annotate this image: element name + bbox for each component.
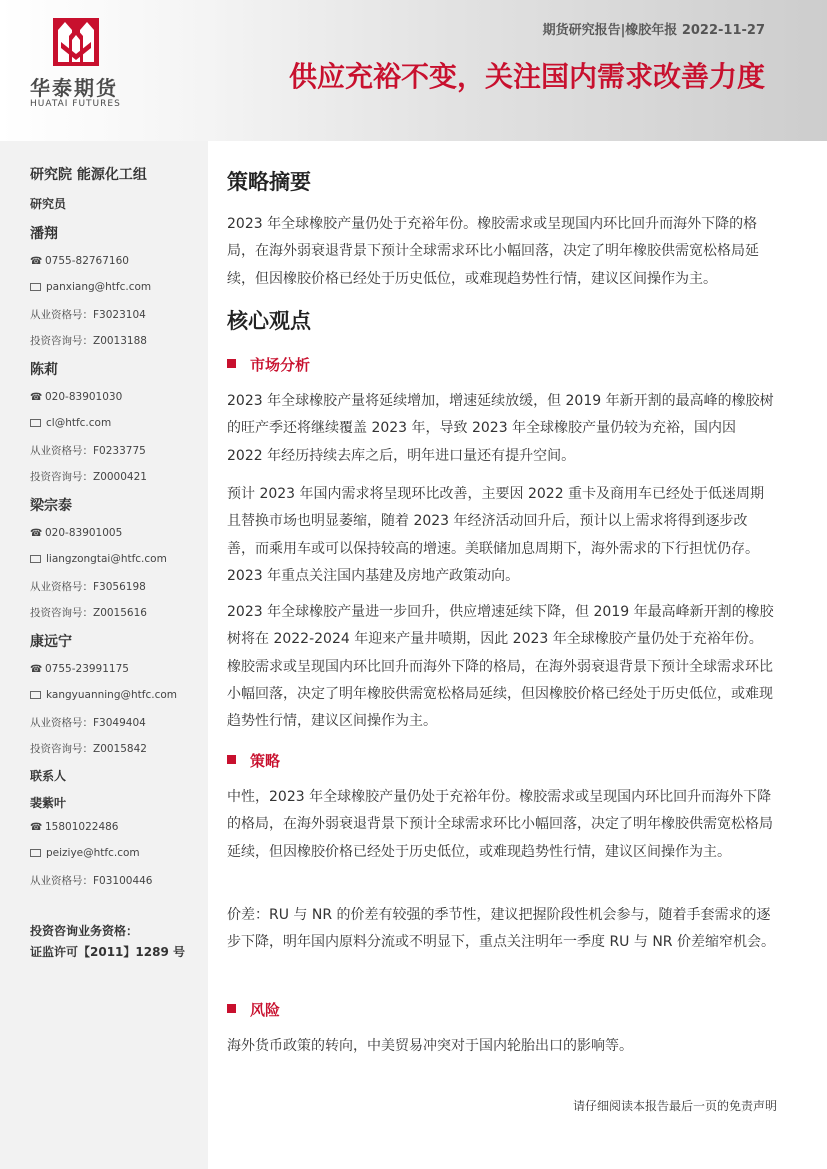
contact-qualification: 从业资格号：F03100446 [30,875,153,887]
market-paragraph: 预计 2023 年国内需求将呈现环比改善，主要因 2022 重卡及商用车已经处于低迷周期且替换市场也明显萎缩，随着 2023 年经济活动回升后，预计以上需求将得到逐步改善，而乘用车或可以保持较高的增速。美联储加息周期下，海外需求的下行担忧仍存。2023 年重点关注国内基建及房地产政策动向。 [227,486,765,584]
report-title: 供应充裕不变，关注国内需求改善力度 [288,60,765,93]
summary-paragraph: 2023 年全球橡胶产量仍处于充裕年份。橡胶需求或呈现国内环比回升而海外下降的格局，在海外弱衰退背景下预计全球需求环比小幅回落，决定了明年橡胶供需宽松格局延续，但因橡胶价格已经处于历史低位，或难现趋势性行情，建议区间操作为主。 [227,216,759,287]
market-analysis-heading: 市场分析 [227,354,310,375]
huatai-logo-icon [53,18,99,66]
analyst-name: 潘翔 [30,226,58,242]
report-header [0,0,827,141]
department-label: 研究院 能源化工组 [30,167,147,183]
contact-name: 裴紫叶 [30,796,67,810]
analyst-name: 康远宁 [30,634,72,650]
market-paragraph: 2023 年全球橡胶产量将延续增加，增速延续放缓，但 2019 年新开割的最高峰的橡胶树的旺产季还将继续覆盖 2023 年，导致 2023 年全球橡胶产量仍较为充裕，国内因 2022 年经历持续去库之后，明年进口量还有提升空间。 [227,393,774,464]
analyst-email[interactable]: liangzongtai@htfc.com [30,553,167,565]
logo-english-text: HUATAI FUTURES [30,99,121,109]
report-meta: 期货研究报告|橡胶年报 2022-11-27 [542,23,765,38]
analyst-email[interactable]: panxiang@htfc.com [30,281,151,293]
spread-paragraph: 价差：RU 与 NR 的价差有较强的季节性，建议把握阶段性机会参与，随着手套需求的逐步下降，明年国内原料分流或不明显下，重点关注明年一季度 RU 与 NR 价差缩窄机会。 [227,907,775,951]
analyst-phone: ☎ 0755-82767160 [30,255,129,267]
summary-heading: 策略摘要 [227,170,311,194]
red-square-bullet-icon [227,755,236,764]
mail-icon [30,691,41,699]
contact-email[interactable]: peiziye@htfc.com [30,847,140,859]
phone-icon: ☎ [30,822,43,833]
core-view-heading: 核心观点 [227,309,311,333]
license-label: 投资咨询业务资格： [30,924,139,938]
analyst-name: 陈莉 [30,362,58,378]
strategy-paragraph: 中性，2023 年全球橡胶产量仍处于充裕年份。橡胶需求或呈现国内环比回升而海外下降的格局，在海外弱衰退背景下预计全球需求环比小幅回落，决定了明年橡胶供需宽松格局延续，但因橡胶价格已经处于历史低位，或难现趋势性行情，建议区间操作为主。 [227,789,773,860]
analyst-email[interactable]: kangyuanning@htfc.com [30,689,177,701]
analyst-qualification: 从业资格号：F0233775 [30,445,146,457]
license-number: 证监许可【2011】1289 号 [30,945,185,959]
red-square-bullet-icon [227,1004,236,1013]
contact-phone: ☎ 15801022486 [30,821,119,833]
mail-icon [30,419,41,427]
contact-label: 联系人 [30,769,67,783]
mail-icon [30,555,41,563]
analyst-qualification: 从业资格号：F3056198 [30,581,146,593]
author-sidebar [0,141,208,1169]
analyst-phone: ☎ 0755-23991175 [30,663,129,675]
researcher-role-label: 研究员 [30,197,67,211]
mail-icon [30,849,41,857]
analyst-name: 梁宗泰 [30,498,72,514]
analyst-qualification: 从业资格号：F3049404 [30,717,146,729]
analyst-consult-number: 投资咨询号：Z0000421 [30,471,147,483]
red-square-bullet-icon [227,359,236,368]
analyst-email[interactable]: cl@htfc.com [30,417,111,429]
phone-icon: ☎ [30,392,43,403]
logo-chinese-text: 华泰期货 [30,76,118,100]
disclaimer-note: 请仔细阅读本报告最后一页的免责声明 [572,1099,777,1113]
strategy-heading: 策略 [227,750,280,771]
analyst-consult-number: 投资咨询号：Z0013188 [30,335,147,347]
phone-icon: ☎ [30,256,43,267]
phone-icon: ☎ [30,528,43,539]
risk-paragraph: 海外货币政策的转向，中美贸易冲突对于国内轮胎出口的影响等。 [227,1038,633,1054]
analyst-phone: ☎ 020-83901005 [30,527,123,539]
analyst-consult-number: 投资咨询号：Z0015842 [30,743,147,755]
analyst-consult-number: 投资咨询号：Z0015616 [30,607,147,619]
risk-heading: 风险 [227,999,280,1020]
phone-icon: ☎ [30,664,43,675]
market-paragraph: 2023 年全球橡胶产量进一步回升，供应增速延续下降，但 2019 年最高峰新开割的橡胶树将在 2022-2024 年迎来产量井喷期，因此 2023 年全球橡胶产量仍处于充裕年份。橡胶需求或呈现国内环比回升而海外下降的格局，在海外弱衰退背景下预计全球需求环比小幅回落，决定了明年橡胶供需宽松格局延续，但因橡胶价格已经处于历史低位，或难现趋势性行情，建议区间操作为主。 [227,604,774,730]
mail-icon [30,283,41,291]
analyst-phone: ☎ 020-83901030 [30,391,123,403]
analyst-qualification: 从业资格号：F3023104 [30,309,146,321]
